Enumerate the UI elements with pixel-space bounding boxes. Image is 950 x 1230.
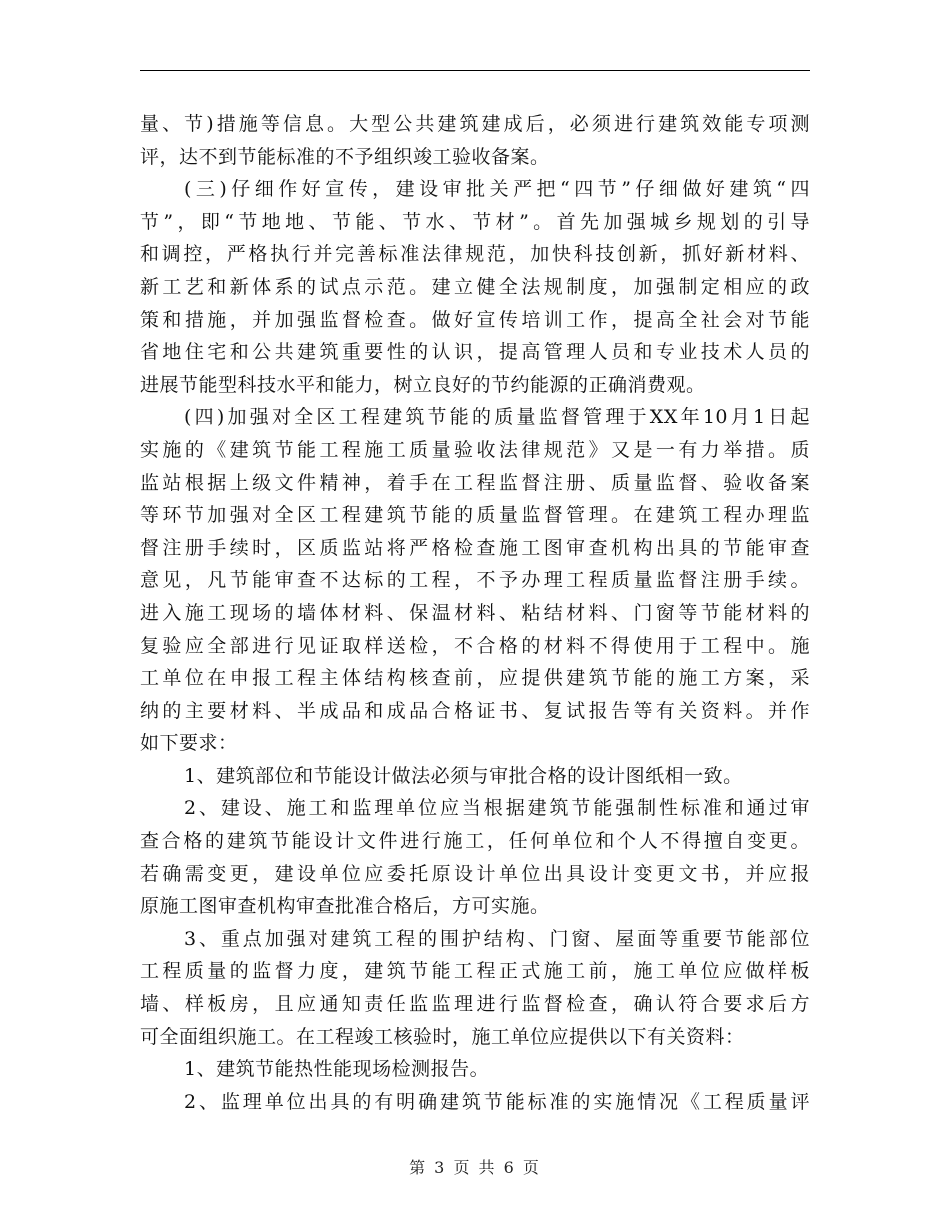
text-line: 1、建筑节能热性能现场检测报告。 xyxy=(184,1058,490,1081)
text-line: 意见，凡节能审查不达标的工程，不予办理工程质量监督注册手续。 xyxy=(140,569,810,592)
text-line: 等环节加强对全区工程建筑节能的质量监督管理。在建筑工程办理监 xyxy=(140,504,810,527)
text-line: 原施工图审查机构审查批准合格后，方可实施。 xyxy=(140,895,550,918)
text-line: 2、监理单位出具的有明确建筑节能标准的实施情况《工程质量评 xyxy=(184,1090,810,1113)
text-line: 进入施工现场的墙体材料、保温材料、粘结材料、门窗等节能材料的 xyxy=(140,601,810,624)
text-line: 1、建筑部位和节能设计做法必须与审批合格的设计图纸相一致。 xyxy=(184,764,743,787)
text-line: 纳的主要材料、半成品和成品合格证书、复试报告等有关资料。并作 xyxy=(140,699,810,722)
text-line: 工单位在申报工程主体结构核查前，应提供建筑节能的施工方案，采 xyxy=(140,667,810,690)
text-line: (三)仔细作好宣传，建设审批关严把“四节”仔细做好建筑“四 xyxy=(184,178,810,201)
text-line: 量、节)措施等信息。大型公共建筑建成后，必须进行建筑效能专项测 xyxy=(140,113,810,135)
text-line: 策和措施，并加强监督检查。做好宣传培训工作，提高全社会对节能 xyxy=(140,308,810,331)
text-line: 查合格的建筑节能设计文件进行施工，任何单位和个人不得擅自变更。 xyxy=(140,830,810,853)
text-line: 可全面组织施工。在工程竣工核验时，施工单位应提供以下有关资料： xyxy=(140,1025,745,1048)
text-line: 督注册手续时，区质监站将严格检查施工图审查机构出具的节能审查 xyxy=(140,536,810,559)
text-line: 工程质量的监督力度，建筑节能工程正式施工前，施工单位应做样板 xyxy=(140,960,810,983)
document-body xyxy=(140,108,810,1118)
text-line: (四)加强对全区工程建筑节能的质量监督管理于XX年10月1日起 xyxy=(184,406,810,429)
text-line: 新工艺和新体系的试点示范。建立健全法规制度，加强制定相应的政 xyxy=(140,275,810,298)
page-number: 第 3 页 共 6 页 xyxy=(409,1158,541,1177)
text-line: 3、重点加强对建筑工程的围护结构、门窗、屋面等重要节能部位 xyxy=(184,927,810,950)
text-line: 节”，即“节地地、节能、节水、节材”。首先加强城乡规划的引导 xyxy=(140,210,810,233)
text-line: 和调控，严格执行并完善标准法律规范，加快科技创新，抓好新材料、 xyxy=(140,243,810,266)
text-line: 如下要求： xyxy=(140,732,238,755)
text-line: 墙、样板房，且应通知责任监监理进行监督检查，确认符合要求后方 xyxy=(140,993,810,1016)
text-line: 省地住宅和公共建筑重要性的认识，提高管理人员和专业技术人员的 xyxy=(140,341,810,364)
text-line: 复验应全部进行见证取样送检，不合格的材料不得使用于工程中。施 xyxy=(140,634,810,657)
text-line: 监站根据上级文件精神，着手在工程监督注册、质量监督、验收备案 xyxy=(140,471,810,494)
text-line: 评，达不到节能标准的不予组织竣工验收备案。 xyxy=(140,145,550,168)
header-rule xyxy=(140,70,810,71)
text-line: 若确需变更，建设单位应委托原设计单位出具设计变更文书，并应报 xyxy=(140,862,810,885)
text-line: 2、建设、施工和监理单位应当根据建筑节能强制性标准和通过审 xyxy=(184,797,810,820)
text-line: 实施的《建筑节能工程施工质量验收法律规范》又是一有力举措。质 xyxy=(140,438,810,461)
text-line: 进展节能型科技水平和能力，树立良好的节约能源的正确消费观。 xyxy=(140,373,706,396)
